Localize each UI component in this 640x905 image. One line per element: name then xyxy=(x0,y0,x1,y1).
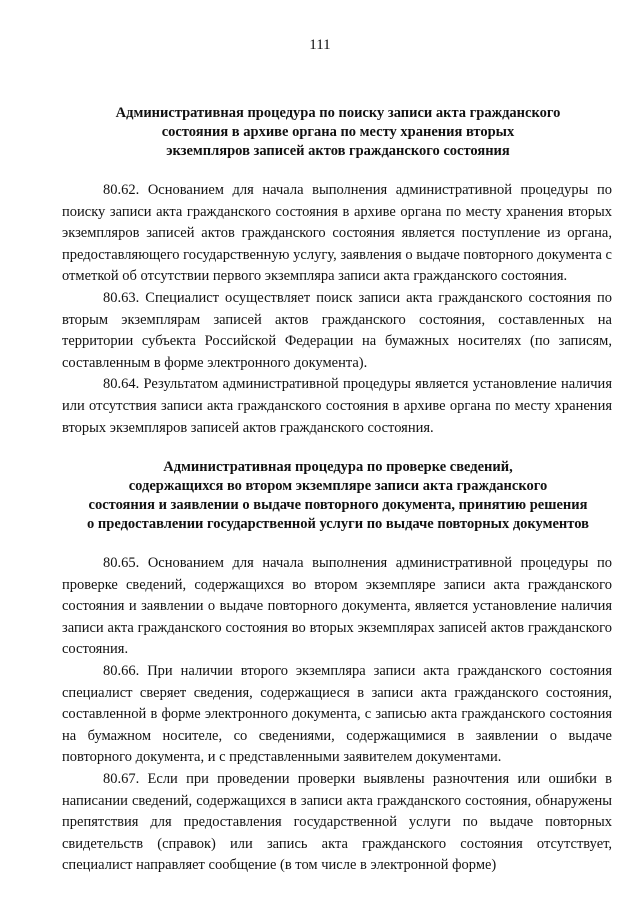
paragraph-80-66: 80.66. При наличии второго экземпляра записи акта гражданского состояния специалист сверяет сведения, содержащиеся в записи акта гражданского состояния, составленной в форме электронного документа, с записью акта гражданского состояния на бумажном носителе, со сведениями, содержащимися в заявлении о выдаче повторного документа, и с представленными заявителем документами. xyxy=(62,662,612,766)
section-body-archive-search xyxy=(62,180,612,439)
section-heading-archive-search xyxy=(60,104,616,161)
heading-line: Административная процедура по проверке сведений, xyxy=(163,459,513,475)
paragraph-80-67: 80.67. Если при проведении проверки выявлены разночтения или ошибки в написании сведений, содержащихся в записи акта гражданского состояния, обнаружены препятствия для предоставления государственной услуги по выдаче повторных свидетельств (справок) или запись акта гражданского состояния отсутствует, специалист направляет сообщение (в том числе в электронной форме) xyxy=(62,770,612,874)
heading-line: экземпляров записей актов гражданского состояния xyxy=(166,143,510,159)
heading-line: Административная процедура по поиску записи акта гражданского xyxy=(115,105,561,121)
paragraph-80-62: 80.62. Основанием для начала выполнения административной процедуры по поиску записи акта гражданского состояния в архиве органа по месту хранения вторых экземпляров записей актов гражданского состояния является поступление из органа, предоставляющего государственную услугу, заявления о выдаче повторного документа с отметкой об отсутствии первого экземпляра записи акта гражданского состояния. xyxy=(62,182,612,285)
heading-line: состояния в архиве органа по месту хранения вторых xyxy=(161,124,515,140)
paragraph-80-65: 80.65. Основанием для начала выполнения административной процедуры по проверке сведений, содержащихся во втором экземпляре записи акта гражданского состояния и заявлении о выдаче повторного документа, является установление наличия записи акта гражданского состояния во вторых экземплярах записей актов гражданского состояния. xyxy=(62,555,612,658)
section-heading-verification xyxy=(60,458,616,534)
section-body-verification xyxy=(62,553,612,877)
paragraph-80-63: 80.63. Специалист осуществляет поиск записи акта гражданского состояния по вторым экземплярам записей актов гражданского состояния, составленных на территории субъекта Российской Федерации на бумажных носителях (по записям, составленным в форме электронного документа). xyxy=(62,289,612,371)
heading-line: о предоставлении государственной услуги по выдаче повторных документов xyxy=(87,516,589,532)
heading-line: состояния и заявлении о выдаче повторного документа, принятию решения xyxy=(88,497,588,513)
paragraph-80-64: 80.64. Результатом административной процедуры является установление наличия или отсутствия записи акта гражданского состояния в архиве органа по месту хранения вторых экземпляров записей актов гражданского состояния. xyxy=(62,376,612,436)
page-number: 111 xyxy=(309,37,331,53)
heading-line: содержащихся во втором экземпляре записи акта гражданского xyxy=(128,478,548,494)
